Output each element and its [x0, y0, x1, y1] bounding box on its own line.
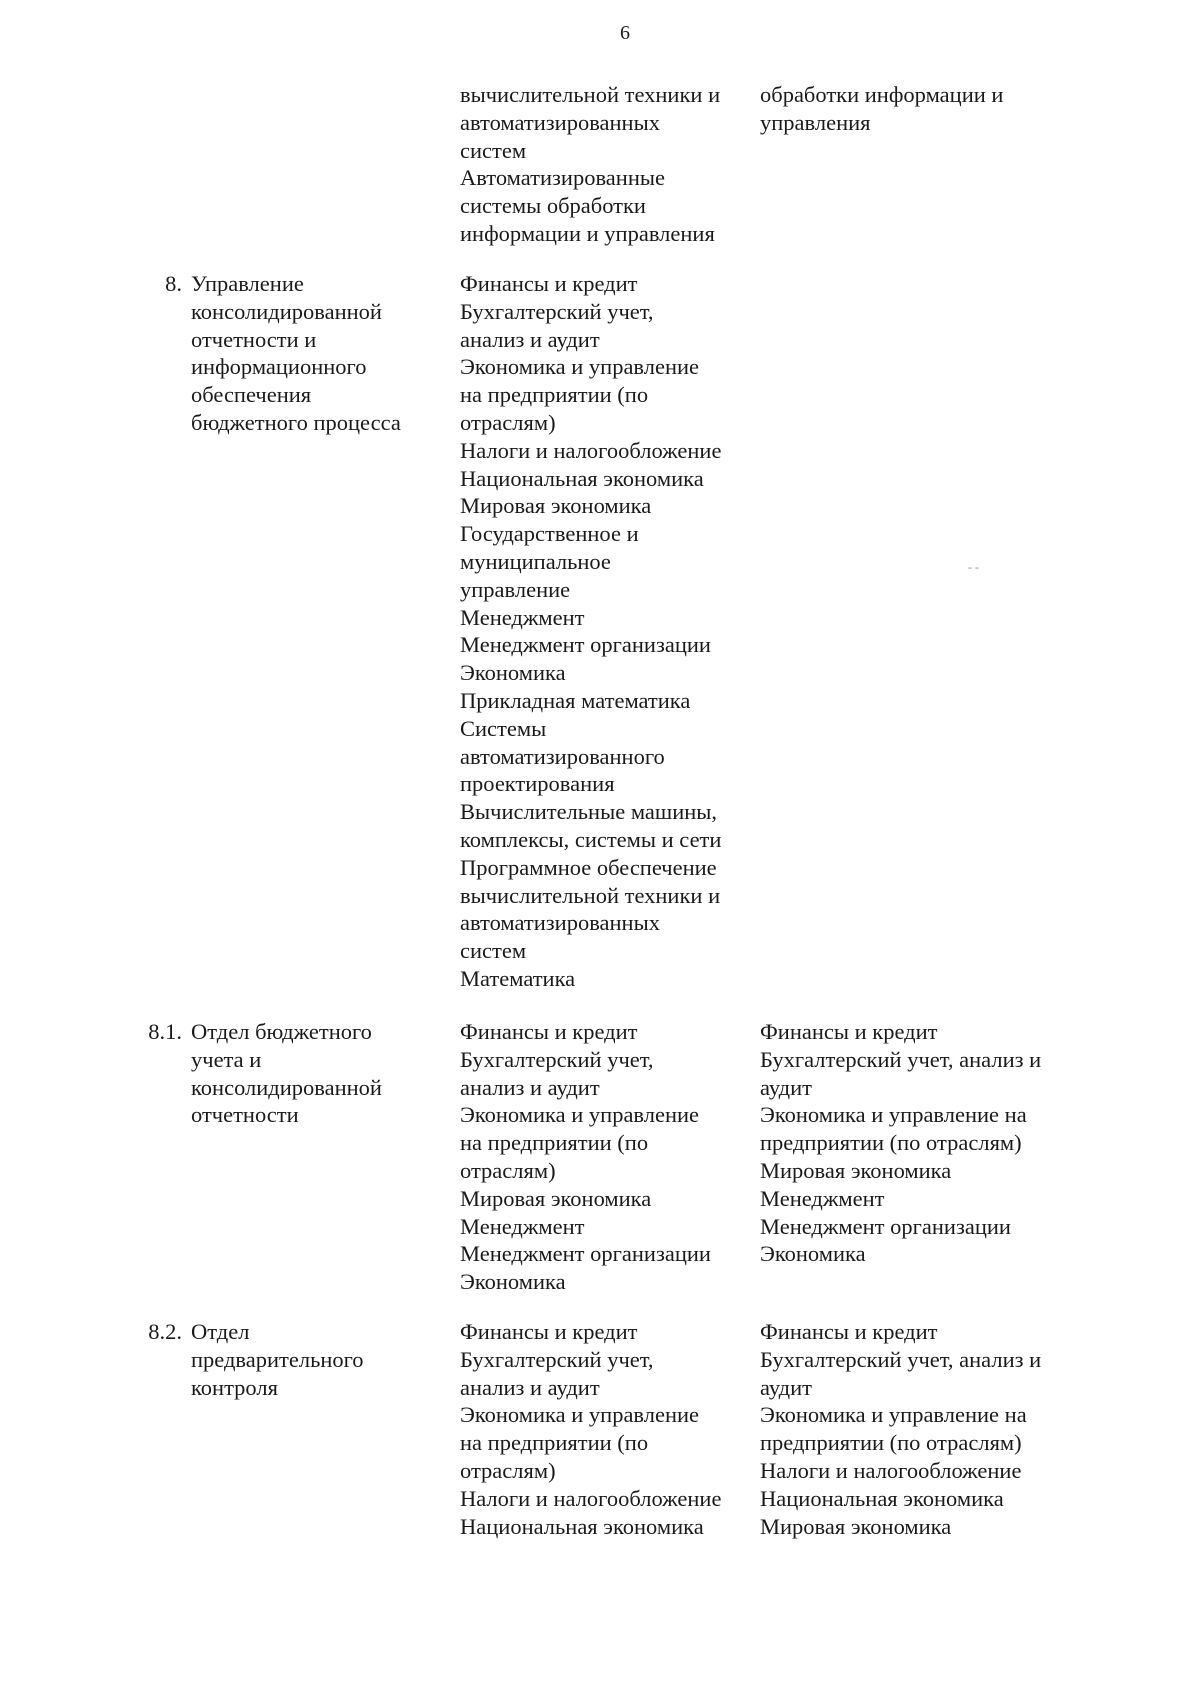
specialty-line: предприятии (по отраслям) [760, 1430, 1022, 1456]
specialty-line: анализ и аудит [460, 326, 600, 352]
department-name [191, 1318, 451, 1401]
specialty-line: Менеджмент [460, 604, 585, 630]
specialty-line: системы обработки [460, 193, 646, 219]
specialty-line: Экономика [460, 1269, 566, 1295]
specialty-line: Финансы и кредит [760, 1019, 938, 1044]
specialties-column-a [460, 81, 760, 248]
department-name-line: Управление [191, 271, 304, 296]
row-number: 8.1. [148, 1019, 182, 1044]
specialty-line: автоматизированных [460, 109, 660, 135]
specialties-column-b [760, 1318, 1090, 1540]
specialty-line: Программное обеспечение [460, 854, 717, 880]
specialty-line: отраслям) [460, 1157, 556, 1183]
specialties-column-a [460, 270, 760, 993]
department-name-line: обеспечения [191, 382, 312, 408]
specialty-line: Менеджмент организации [460, 632, 711, 658]
specialty-line: Национальная экономика [460, 1513, 704, 1539]
specialty-line: на предприятии (по [460, 1130, 649, 1156]
specialty-line: Системы [460, 715, 547, 741]
specialty-line: Прикладная математика [460, 687, 691, 713]
specialty-line: анализ и аудит [460, 1374, 600, 1400]
specialty-line: Мировая экономика [460, 493, 652, 519]
specialty-line: Бухгалтерский учет, [460, 298, 654, 324]
specialty-line: на предприятии (по [460, 382, 649, 408]
specialty-line: Финансы и кредит [460, 271, 638, 296]
specialty-line: Экономика [460, 660, 566, 686]
department-name-line: Отдел бюджетного [191, 1019, 372, 1044]
department-name-line: учета и [191, 1046, 262, 1072]
department-name-line: информационного [191, 354, 367, 380]
specialty-line: Экономика и управление на [760, 1402, 1027, 1428]
specialty-line: Бухгалтерский учет, [460, 1046, 654, 1072]
specialty-line: Налоги и налогообложение [760, 1457, 1022, 1483]
specialty-line: комплексы, системы и сети [460, 826, 722, 852]
department-name-line: бюджетного процесса [191, 409, 401, 435]
specialty-line: Экономика [760, 1241, 866, 1267]
specialty-line: Мировая экономика [760, 1513, 952, 1539]
specialty-line: автоматизированных [460, 910, 660, 936]
specialty-line: муниципальное [460, 548, 611, 574]
specialty-line: Менеджмент [760, 1185, 885, 1211]
row-number: 8. [165, 271, 182, 296]
department-name [191, 1018, 451, 1129]
department-name-line: контроля [191, 1374, 278, 1400]
specialty-line: Экономика и управление [460, 1402, 700, 1428]
department-name-line: консолидированной [191, 298, 382, 324]
specialty-line: Менеджмент организации [760, 1213, 1011, 1239]
specialty-line: Налоги и налогообложение [460, 437, 722, 463]
specialty-line: Государственное и [460, 521, 639, 547]
specialties-column-a [460, 1318, 760, 1540]
specialty-line: Национальная экономика [760, 1485, 1004, 1511]
specialty-line: систем [460, 137, 527, 163]
specialty-line: Финансы и кредит [460, 1319, 638, 1344]
department-name-line: Отдел [191, 1319, 250, 1344]
specialty-line: Экономика и управление [460, 1102, 700, 1128]
specialty-line: Бухгалтерский учет, анализ и [760, 1046, 1042, 1072]
specialty-line: информации и управления [460, 220, 715, 246]
department-name-line: отчетности [191, 1102, 299, 1128]
specialty-line: Финансы и кредит [760, 1319, 938, 1344]
specialty-line: Бухгалтерский учет, анализ и [760, 1346, 1042, 1372]
scan-speck-mark: - - [968, 560, 979, 574]
specialty-line: автоматизированного [460, 743, 665, 769]
row-number: 8.2. [148, 1319, 182, 1344]
specialty-line: Финансы и кредит [460, 1019, 638, 1044]
department-name-line: консолидированной [191, 1074, 382, 1100]
specialty-line: на предприятии (по [460, 1430, 649, 1456]
specialty-line: отраслям) [460, 1457, 556, 1483]
specialty-line: управление [460, 576, 571, 602]
specialty-line: систем [460, 938, 527, 964]
specialty-line: Экономика и управление [460, 354, 700, 380]
specialty-line: Налоги и налогообложение [460, 1485, 722, 1511]
specialty-line: аудит [760, 1074, 812, 1100]
specialty-line: управления [760, 109, 871, 135]
specialty-line: Национальная экономика [460, 465, 704, 491]
specialty-line: Менеджмент организации [460, 1241, 711, 1267]
specialty-line: Математика [460, 965, 576, 991]
department-name-line: отчетности и [191, 326, 317, 352]
specialty-line: Мировая экономика [760, 1157, 952, 1183]
specialty-line: Мировая экономика [460, 1185, 652, 1211]
specialty-line: вычислительной техники и [460, 82, 721, 107]
specialty-line: проектирования [460, 771, 615, 797]
specialties-column-a [460, 1018, 760, 1296]
specialty-line: Менеджмент [460, 1213, 585, 1239]
department-name [191, 270, 451, 437]
page-number: 6 [620, 22, 630, 44]
specialty-line: отраслям) [460, 409, 556, 435]
specialties-column-b [760, 81, 1090, 137]
specialty-line: анализ и аудит [460, 1074, 600, 1100]
specialty-line: аудит [760, 1374, 812, 1400]
specialty-line: Вычислительные машины, [460, 799, 718, 825]
specialty-line: предприятии (по отраслям) [760, 1130, 1022, 1156]
specialty-line: Бухгалтерский учет, [460, 1346, 654, 1372]
specialty-line: обработки информации и [760, 82, 1004, 107]
specialty-line: Экономика и управление на [760, 1102, 1027, 1128]
specialty-line: Автоматизированные [460, 165, 665, 191]
specialties-column-b [760, 1018, 1090, 1268]
specialty-line: вычислительной техники и [460, 882, 721, 908]
department-name-line: предварительного [191, 1346, 364, 1372]
